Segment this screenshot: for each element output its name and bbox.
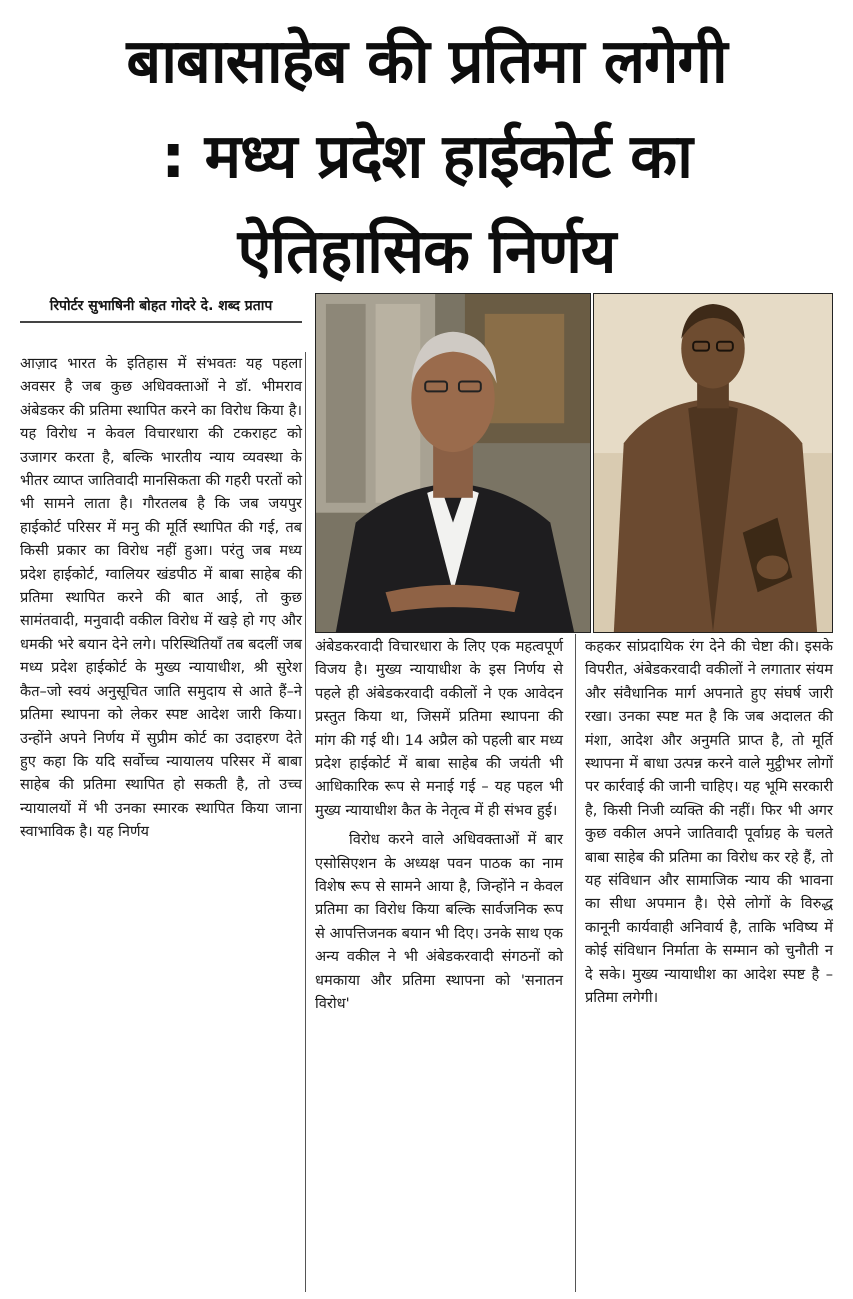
article-column-2 [315, 635, 563, 1292]
column-divider-1 [305, 352, 306, 1292]
byline: रिपोर्टर सुभाषिनी बोहत गोदरे दे. शब्द प्रताप [20, 294, 302, 323]
column-3-text: कहकर सांप्रदायिक रंग देने की चेष्टा की। इसके विपरीत, अंबेडकरवादी वकीलों ने लगातार संयम और संवैधानिक मार्ग अपनाते हुए संघर्ष जारी रखा। उनका स्पष्ट मत है कि जब अदालत की मंशा, आदेश और अनुमति प्राप्त है, तो मूर्ति स्थापना में बाधा उत्पन्न करने वाले मुट्ठीभर लोगों पर कार्रवाई की जानी चाहिए। यह भूमि सरकारी है, किसी निजी व्यक्ति की नहीं। फिर भी अगर कुछ वकील अपने जातिवादी पूर्वाग्रह के चलते बाबा साहेब की प्रतिमा का विरोध कर रहे हैं, तो यह संविधान और सामाजिक न्याय की भावना का सीधा अपमान है। ऐसे लोगों के विरुद्ध कानूनी कार्यवाही अनिवार्य है, ताकि भविष्य में कोई संविधान निर्माता के सम्मान को चुनौती न दे सके। मुख्य न्यायाधीश का आदेश स्पष्ट है – प्रतिमा लगेगी। [585, 638, 833, 1007]
column-2-paragraph-2: विरोध करने वाले अधिवक्ताओं में बार एसोसिएशन के अध्यक्ष पवन पाठक का नाम विशेष रूप से सामने आया है, जिन्होंने न केवल प्रतिमा का विरोध किया बल्कि सार्वजनिक रूप से आपत्तिजनक बयान भी दिए। उनके साथ एक अन्य वकील ने भी अंबेडकरवादी संगठनों को धमकाया और प्रतिमा स्थापना को 'सनातन विरोध' [315, 831, 563, 1013]
article-column-1 [20, 352, 302, 1292]
article-column-3 [585, 635, 833, 1292]
column-2-paragraph-1: अंबेडकरवादी विचारधारा के लिए एक महत्वपूर्ण विजय है। मुख्य न्यायाधीश के इस निर्णय से पहले ही अंबेडकरवादी वकीलों ने एक आवेदन प्रस्तुत किया था, जिसमें प्रतिमा स्थापना की मांग की गई थी। 14 अप्रैल को पहली बार मध्य प्रदेश हाईकोर्ट में बाबा साहेब की जयंती भी आधिकारिक रूप से मनाई गई – यह पहल भी मुख्य न्यायाधीश कैत के नेतृत्व में ही संभव हुई। [315, 638, 563, 819]
headline-line-1: बाबासाहेब की प्रतिमा लगेगी [126, 26, 727, 97]
headline-line-2: : मध्य प्रदेश हाईकोर्ट का [161, 121, 692, 192]
ambedkar-statue-photo [593, 293, 833, 633]
judge-photo [315, 293, 591, 633]
headline-line-3: ऐतिहासिक निर्णय [237, 216, 616, 287]
headline [14, 14, 839, 299]
column-divider-2 [575, 634, 576, 1292]
column-1-text: आज़ाद भारत के इतिहास में संभवतः यह पहला अवसर है जब कुछ अधिवक्ताओं ने डॉ. भीमराव अंबेडकर की प्रतिमा स्थापित करने का विरोध किया है। यह विरोध न केवल विचारधारा की टकराहट को उजागर करता है, बल्कि भारतीय न्याय व्यवस्था के भीतर व्याप्त जातिवादी मानसिकता की गहरी परतों को भी सामने लाता है। गौरतलब है कि जब जयपुर हाईकोर्ट परिसर में मनु की मूर्ति स्थापित की गई, तब किसी प्रकार का विरोध नहीं हुआ। परंतु जब मध्य प्रदेश हाईकोर्ट, ग्वालियर खंडपीठ में बाबा साहेब की प्रतिमा स्थापित करने की बात आई, तो कुछ सामंतवादी, मनुवादी वकील विरोध में खड़े हो गए और धमकी भरे बयान देने लगे। परिस्थितियाँ तब बदलीं जब मध्य प्रदेश हाईकोर्ट के मुख्य न्यायाधीश, श्री सुरेश कैत–जो स्वयं अनुसूचित जाति समुदाय से आते हैं–ने प्रतिमा स्थापना को लेकर स्पष्ट आदेश जारी किया। उन्होंने अपने निर्णय में सुप्रीम कोर्ट का उदाहरण देते हुए कहा कि यदि सर्वोच्च न्यायालय परिसर में बाबा साहेब की प्रतिमा स्थापित हो सकती है, तो उच्च न्यायालयों में भी उनका स्मारक स्थापित किया जाना स्वाभाविक है। यह निर्णय [20, 355, 302, 841]
